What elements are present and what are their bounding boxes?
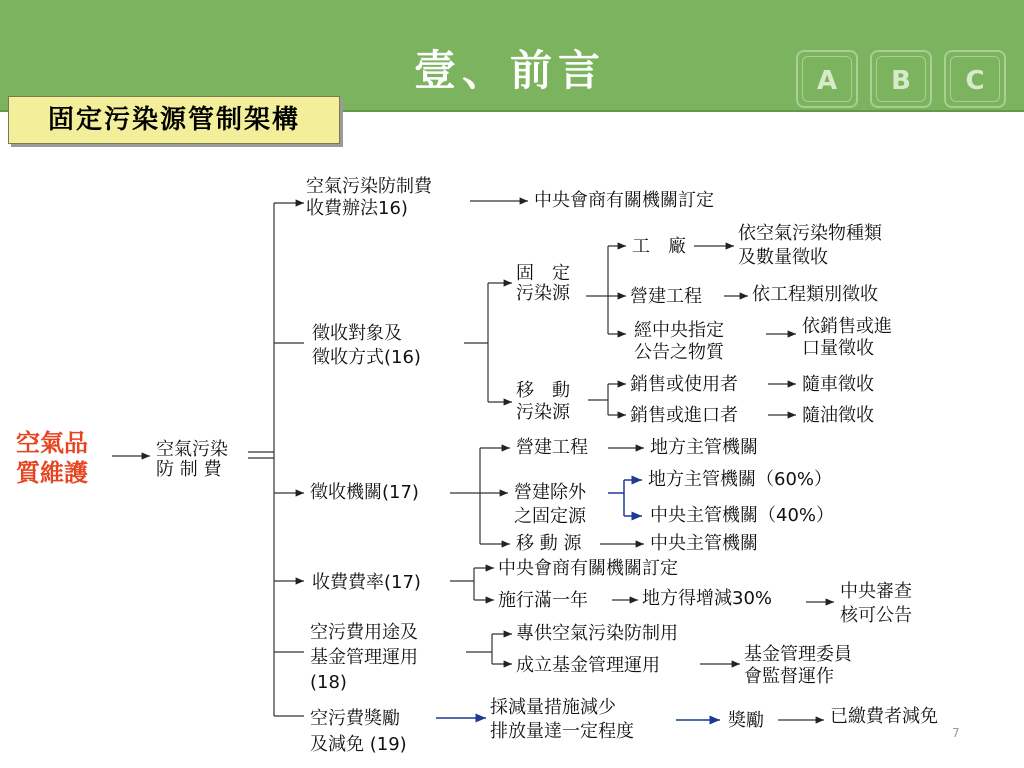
slide-title: 壹、前言 xyxy=(413,46,606,95)
node-fee-usage: 空污費用途及 基金管理運用 (18) xyxy=(310,622,418,693)
node-local-60: 地方主管機關（60%） xyxy=(648,469,833,490)
node-construction: 營建工程 xyxy=(630,286,702,307)
nav-button-c[interactable]: C xyxy=(944,50,1006,108)
node-central-40: 中央主管機關（40%） xyxy=(650,505,835,526)
node-substance-method: 依銷售或進 口量徵收 xyxy=(802,316,892,359)
node-rate-local-adjust: 地方得增減30% xyxy=(642,588,773,609)
node-agency-mobile-central: 中央主管機關 xyxy=(650,533,758,554)
node-construction-method: 依工程類別徵收 xyxy=(752,284,878,305)
node-designated-substance: 經中央指定 公告之物質 xyxy=(634,320,724,363)
node-incentive-reward: 獎勵 xyxy=(728,710,764,731)
node-agency-construction-local: 地方主管機關 xyxy=(650,437,758,458)
node-collection-agency: 徵收機關(17) xyxy=(310,482,419,503)
node-agency-construction: 營建工程 xyxy=(516,437,588,458)
section-subtitle: 固定污染源管制架構 xyxy=(8,96,340,144)
nav-button-b[interactable]: B xyxy=(870,50,932,108)
page-number: 7 xyxy=(952,726,960,740)
node-rate-central: 中央會商有關機關訂定 xyxy=(498,558,678,579)
node-fee-rate: 收費費率(17) xyxy=(312,572,421,593)
nav-button-a[interactable]: A xyxy=(796,50,858,108)
center-node: 空氣污染 防 制 費 xyxy=(156,439,228,480)
root-node: 空氣品 質維護 xyxy=(16,429,88,487)
node-collection-targets: 徵收對象及 徵收方式(16) xyxy=(312,323,421,368)
node-agency-mobile: 移 動 源 xyxy=(516,533,582,554)
node-factory-method: 依空氣污染物種類 及數量徵收 xyxy=(738,223,882,268)
node-vehicle-levy: 隨車徵收 xyxy=(802,374,874,395)
node-seller-importer: 銷售或進口者 xyxy=(630,405,738,426)
node-non-construction-fixed: 營建除外 之固定源 xyxy=(514,482,586,527)
node-incentive-condition: 採減量措施減少 排放量達一定程度 xyxy=(490,697,634,742)
node-fund-committee: 基金管理委員 會監督運作 xyxy=(744,644,852,687)
node-fee-regulation-detail: 中央會商有關機關訂定 xyxy=(534,190,714,211)
node-incentive-reduction: 已繳費者減免 xyxy=(830,706,938,727)
node-incentive: 空污費獎勵 及減免 (19) xyxy=(310,708,407,755)
node-fixed-source: 固 定 污染源 xyxy=(516,263,570,304)
node-rate-central-review: 中央審查 核可公告 xyxy=(840,581,912,626)
node-seller-user: 銷售或使用者 xyxy=(630,374,738,395)
node-fuel-levy: 隨油徵收 xyxy=(802,405,874,426)
node-mobile-source: 移 動 污染源 xyxy=(516,380,570,423)
node-fee-regulation: 空氣污染防制費 收費辦法16) xyxy=(306,176,432,219)
node-usage-fund: 成立基金管理運用 xyxy=(516,655,660,676)
node-rate-after-year: 施行滿一年 xyxy=(498,590,588,611)
node-factory: 工 廠 xyxy=(632,236,686,257)
node-usage-dedicated: 專供空氣污染防制用 xyxy=(516,623,678,644)
